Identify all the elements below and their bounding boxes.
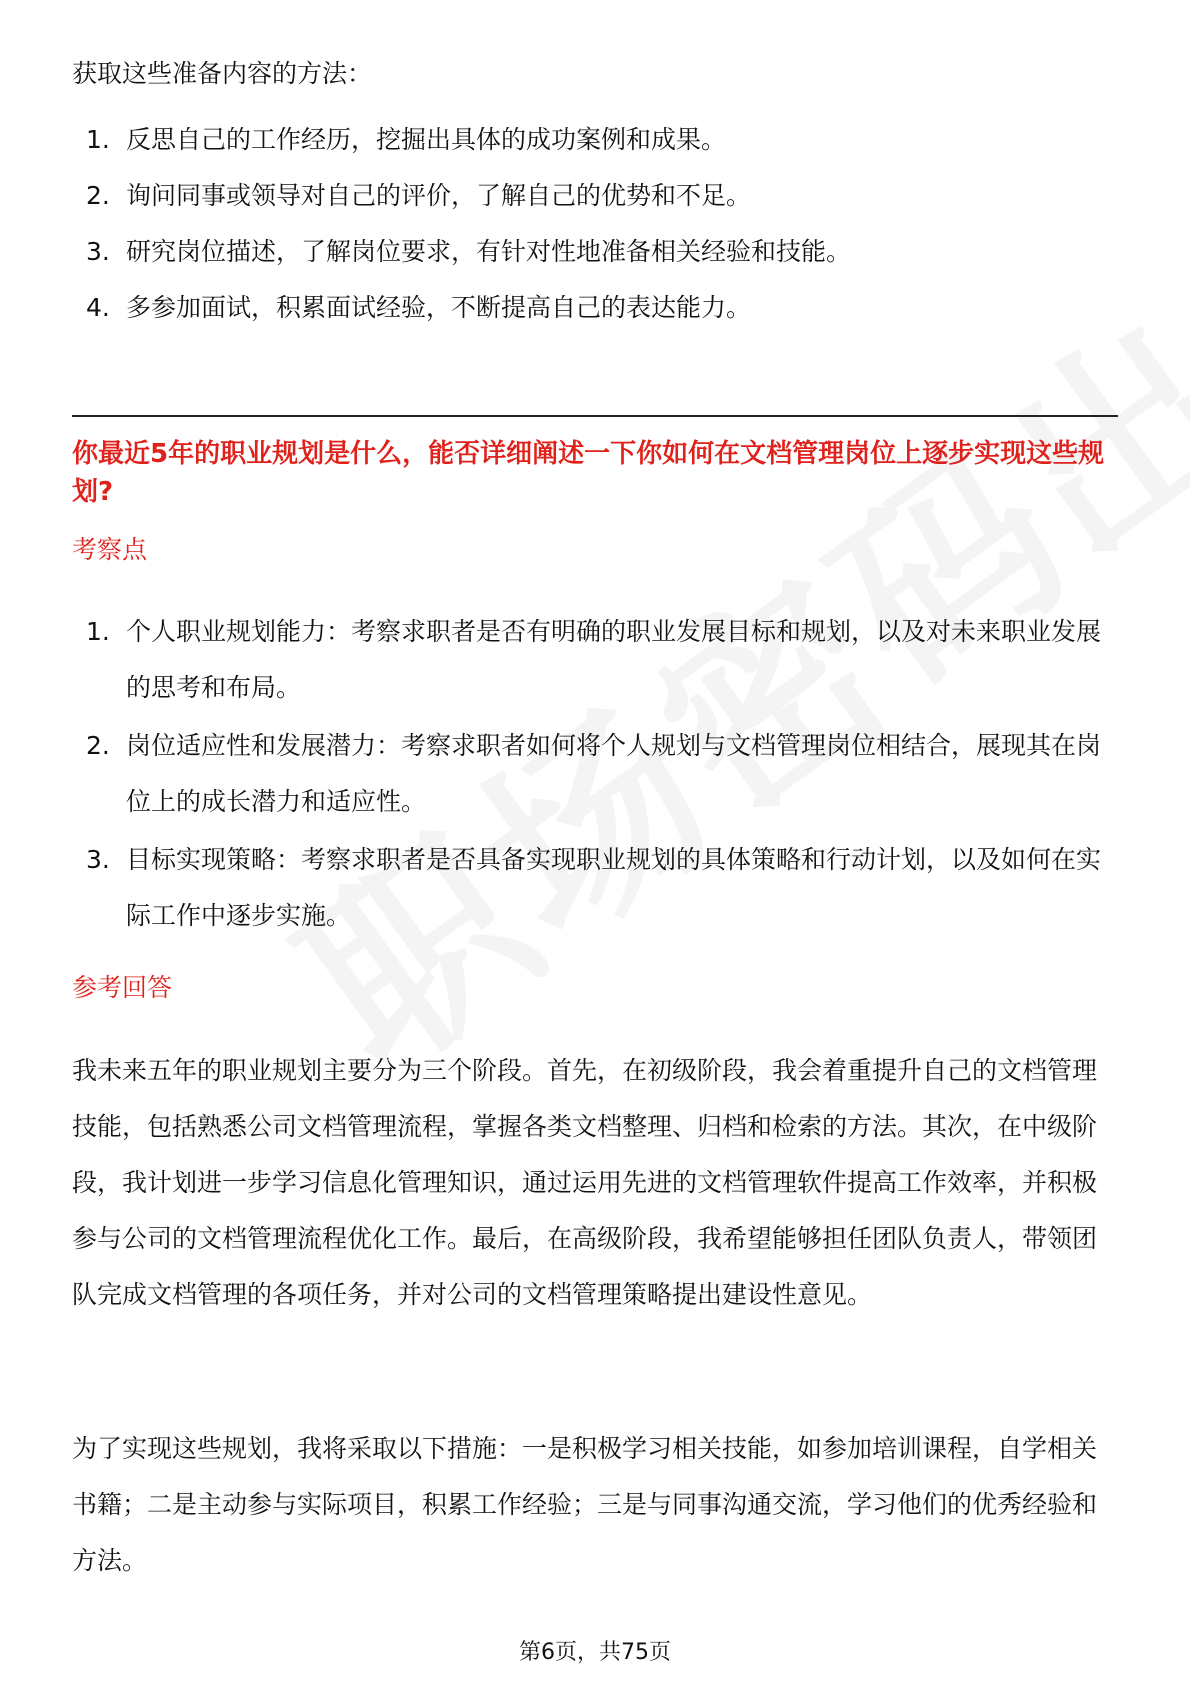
list-number: 2. — [86, 181, 110, 210]
list-item — [72, 832, 1118, 944]
list-number: 1. — [86, 125, 110, 154]
list-text: 反思自己的工作经历，挖掘出具体的成功案例和成果。 — [126, 125, 727, 154]
list-text: 研究岗位描述，了解岗位要求，有针对性地准备相关经验和技能。 — [126, 237, 852, 266]
list-number: 4. — [86, 293, 110, 322]
points-list — [72, 604, 1118, 946]
list-item — [72, 178, 1118, 214]
section-heading-kaochadian: 考察点 — [72, 535, 148, 564]
list-item — [72, 290, 1118, 326]
question-heading: 你最近5年的职业规划是什么，能否详细阐述一下你如何在文档管理岗位上逐步实现这些规划? — [72, 439, 1105, 507]
list-item — [72, 718, 1118, 830]
section-divider — [72, 415, 1118, 417]
list-text: 岗位适应性和发展潜力：考察求职者如何将个人规划与文档管理岗位相结合，展现其在岗位上的成长潜力和适应性。 — [126, 731, 1102, 816]
list-text: 个人职业规划能力：考察求职者是否有明确的职业发展目标和规划，以及对未来职业发展的思考和布局。 — [126, 617, 1102, 702]
document-page — [72, 0, 1118, 1684]
list-number: 3. — [86, 845, 110, 874]
answer-paragraph-1: 我未来五年的职业规划主要分为三个阶段。首先，在初级阶段，我会着重提升自己的文档管理技能，包括熟悉公司文档管理流程，掌握各类文档整理、归档和检索的方法。其次，在中级阶段，我计划进一步学习信息化管理知识，通过运用先进的文档管理软件提高工作效率，并积极参与公司的文档管理流程优化工作。最后，在高级阶段，我希望能够担任团队负责人，带领团队完成文档管理的各项任务，并对公司的文档管理策略提出建设性意见。 — [72, 1056, 1098, 1309]
list-text: 询问同事或领导对自己的评价，了解自己的优势和不足。 — [126, 181, 752, 210]
list-text: 目标实现策略：考察求职者是否具备实现职业规划的具体策略和行动计划，以及如何在实际工作中逐步实施。 — [126, 845, 1102, 930]
list-item — [72, 604, 1118, 716]
methods-list — [72, 122, 1118, 346]
page-footer: 第6页，共75页 — [519, 1640, 671, 1665]
list-number: 3. — [86, 237, 110, 266]
list-number: 1. — [86, 617, 110, 646]
intro-text: 获取这些准备内容的方法： — [72, 59, 373, 88]
answer-paragraph-2: 为了实现这些规划，我将采取以下措施：一是积极学习相关技能，如参加培训课程，自学相关书籍；二是主动参与实际项目，积累工作经验；三是与同事沟通交流，学习他们的优秀经验和方法。 — [72, 1434, 1098, 1575]
list-number: 2. — [86, 731, 110, 760]
list-item — [72, 234, 1118, 270]
section-heading-cankaohuida: 参考回答 — [72, 973, 173, 1002]
list-text: 多参加面试，积累面试经验，不断提高自己的表达能力。 — [126, 293, 752, 322]
list-item — [72, 122, 1118, 158]
